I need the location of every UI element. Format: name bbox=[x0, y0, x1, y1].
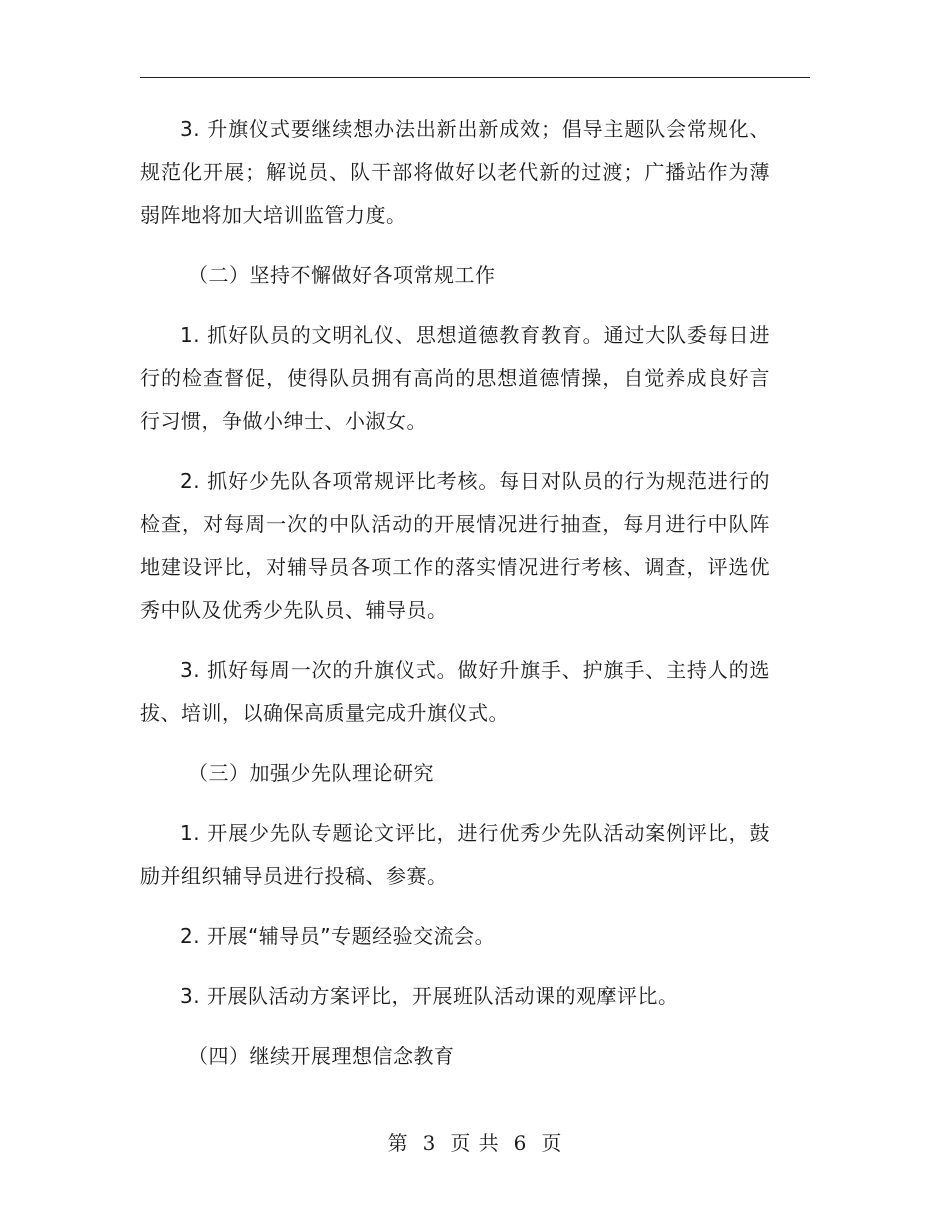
footer-suffix: 页 bbox=[541, 1131, 563, 1155]
paragraph-item-2-2: 2. 抓好少先队各项常规评比考核。每日对队员的行为规范进行的检查，对每周一次的中队活动的开展情况进行抽查，每月进行中队阵地建设评比，对辅导员各项工作的落实情况进行考核、调查，评选优秀中队及优秀少先队员、辅导员。 bbox=[140, 469, 770, 622]
section-heading-3: （三）加强少先队理论研究 bbox=[188, 761, 434, 785]
section-heading-4: （四）继续开展理想信念教育 bbox=[188, 1044, 455, 1068]
paragraph-item-3-2: 2. 开展“辅导员”专题经验交流会。 bbox=[180, 924, 496, 948]
paragraph-item-2-3: 3. 抓好每周一次的升旗仪式。做好升旗手、护旗手、主持人的选拔、培训，以确保高质量完成升旗仪式。 bbox=[140, 658, 770, 725]
paragraph-item-3-1: 1. 开展少先队专题论文评比，进行优秀少先队活动案例评比，鼓励并组织辅导员进行投稿、参赛。 bbox=[140, 821, 770, 888]
paragraph-item-2-1: 1. 抓好队员的文明礼仪、思想道德教育教育。通过大队委每日进行的检查督促，使得队员拥有高尚的思想道德情操，自觉养成良好言行习惯，争做小绅士、小淑女。 bbox=[140, 323, 770, 433]
footer-total-pages: 6 bbox=[513, 1131, 528, 1155]
paragraph-item-3-3: 3. 开展队活动方案评比，开展班队活动课的观摩评比。 bbox=[180, 984, 679, 1008]
section-heading-2: （二）坚持不懈做好各项常规工作 bbox=[188, 263, 496, 287]
header-rule bbox=[140, 77, 810, 78]
footer-current-page: 3 bbox=[422, 1131, 437, 1155]
document-body bbox=[140, 108, 770, 1078]
paragraph-item-1-3: 3. 升旗仪式要继续想办法出新出新成效；倡导主题队会常规化、规范化开展；解说员、队干部将做好以老代新的过渡；广播站作为薄弱阵地将加大培训监管力度。 bbox=[140, 117, 770, 227]
footer-middle: 页 共 bbox=[450, 1131, 500, 1155]
footer-prefix: 第 bbox=[387, 1131, 409, 1155]
page-footer bbox=[0, 1129, 950, 1157]
